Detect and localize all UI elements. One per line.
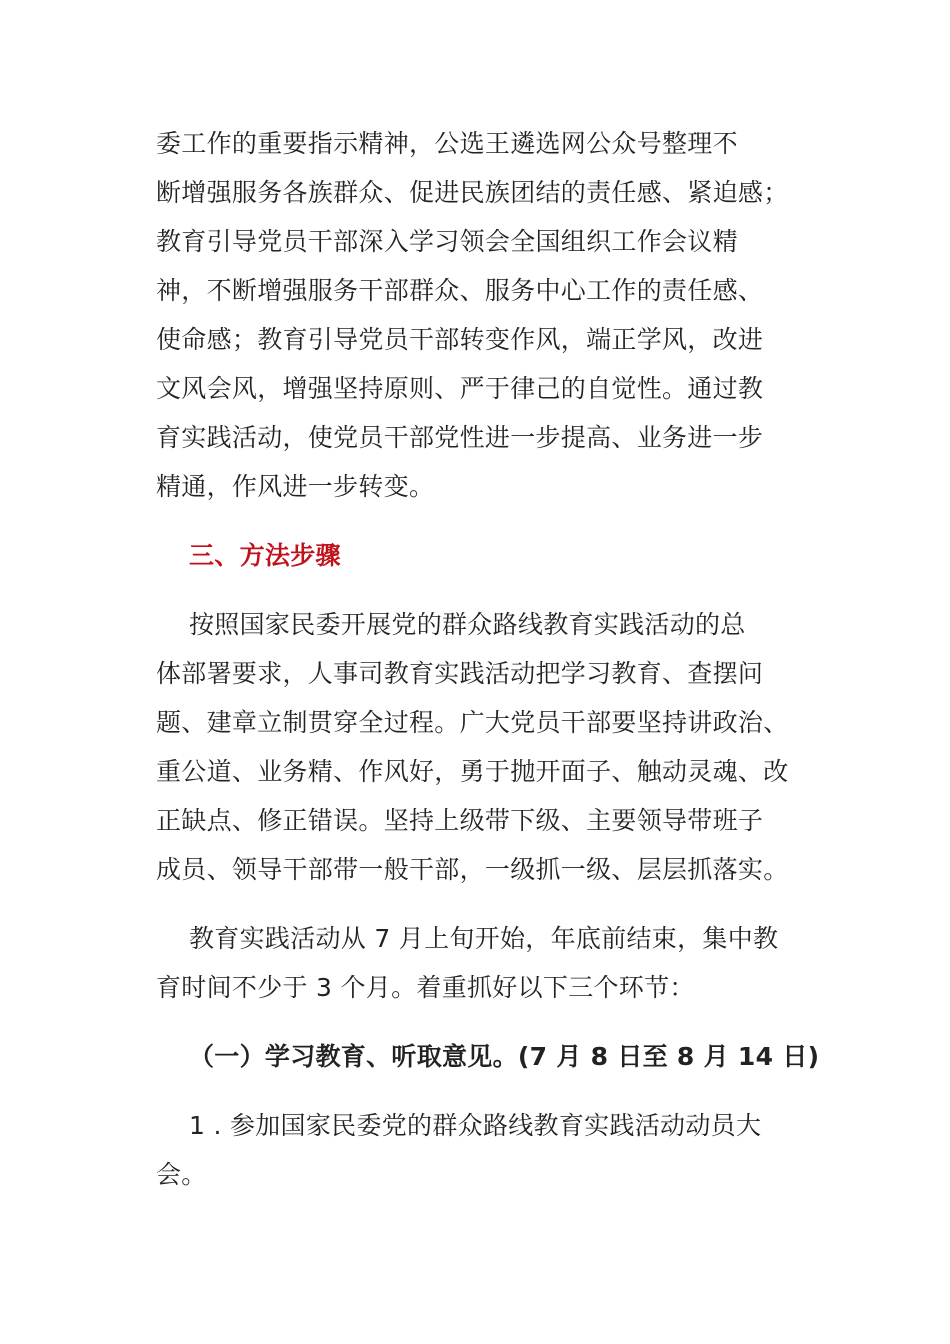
text-line: 神，不断增强服务干部群众、服务中心工作的责任感、 [156, 276, 764, 305]
text-line: 1 . 参加国家民委党的群众路线教育实践活动动员大 [189, 1111, 762, 1140]
text-line: 教育引导党员干部深入学习领会全国组织工作会议精 [156, 227, 738, 256]
spacer [156, 894, 806, 914]
list-item [156, 1101, 806, 1199]
paragraph-schedule [156, 914, 806, 1012]
text-line: 育实践活动，使党员干部党性进一步提高、业务进一步 [156, 423, 764, 452]
spacer [156, 511, 806, 531]
text-line: 正缺点、修正错误。坚持上级带下级、主要领导带班子 [156, 806, 764, 835]
text-line: 文风会风，增强坚持原则、严于律己的自觉性。通过教 [156, 374, 764, 403]
section-heading: 三、方法步骤 [189, 541, 341, 570]
text-line: 重公道、业务精、作风好，勇于抛开面子、触动灵魂、改 [156, 757, 789, 786]
text-line: 教育实践活动从 7 月上旬开始，年底前结束，集中教 [189, 924, 779, 953]
paragraph-goals [156, 119, 806, 511]
spacer [156, 580, 806, 600]
text-line: 精通，作风进一步转变。 [156, 472, 435, 501]
text-line: 按照国家民委开展党的群众路线教育实践活动的总 [189, 610, 746, 639]
spacer [156, 1012, 806, 1032]
text-line: 育时间不少于 3 个月。着重抓好以下三个环节： [156, 973, 695, 1002]
spacer [156, 1081, 806, 1101]
paragraph-methods [156, 600, 806, 894]
text-line: 题、建章立制贯穿全过程。广大党员干部要坚持讲政治、 [156, 708, 789, 737]
text-line: 会。 [156, 1160, 207, 1189]
text-line: 断增强服务各族群众、促进民族团结的责任感、紧迫感； [156, 178, 789, 207]
text-line: 成员、领导干部带一般干部，一级抓一级、层层抓落实。 [156, 855, 789, 884]
document-page [156, 119, 820, 1199]
subsection-heading: （一）学习教育、听取意见。(7 月 8 日至 8 月 14 日) [189, 1042, 820, 1071]
text-line: 委工作的重要指示精神，公选王遴选网公众号整理不 [156, 129, 738, 158]
text-line: 体部署要求，人事司教育实践活动把学习教育、查摆问 [156, 659, 764, 688]
text-line: 使命感；教育引导党员干部转变作风，端正学风，改进 [156, 325, 764, 354]
